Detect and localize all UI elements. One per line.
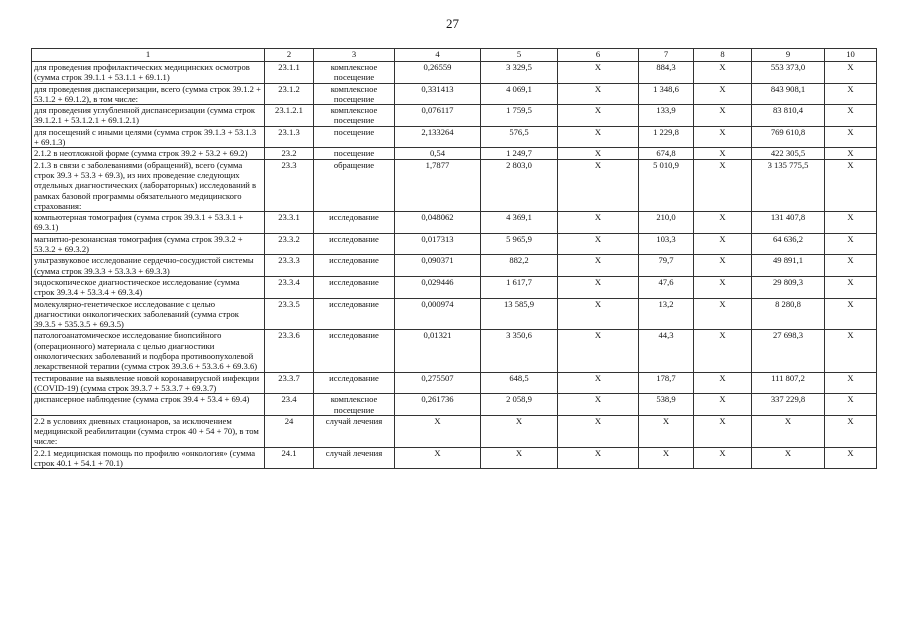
table-cell: Х bbox=[694, 233, 752, 255]
table-cell: 131 407,8 bbox=[752, 212, 825, 234]
table-cell: комплексное посещение bbox=[314, 394, 395, 416]
table-cell: 23.1.2 bbox=[265, 83, 314, 105]
row-description: для проведения профилактических медицинских осмотров (сумма строк 39.1.1 + 53.1.1 + 69.1.1) bbox=[32, 62, 265, 84]
table-cell: случай лечения bbox=[314, 415, 395, 447]
table-row bbox=[32, 255, 877, 277]
table-cell: 1 229,8 bbox=[639, 126, 694, 148]
column-header: 1 bbox=[32, 49, 265, 62]
table-cell: 0,54 bbox=[395, 148, 481, 159]
table-cell: Х bbox=[825, 330, 877, 372]
table-row bbox=[32, 212, 877, 234]
table-cell: 1 617,7 bbox=[481, 276, 558, 298]
table-cell: 4 069,1 bbox=[481, 83, 558, 105]
table-cell: исследование bbox=[314, 233, 395, 255]
table-cell: Х bbox=[694, 159, 752, 211]
table-row bbox=[32, 105, 877, 127]
table-cell: Х bbox=[694, 212, 752, 234]
table-cell: 64 636,2 bbox=[752, 233, 825, 255]
table-cell: 23.2 bbox=[265, 148, 314, 159]
table-cell: Х bbox=[558, 372, 639, 394]
table-row bbox=[32, 394, 877, 416]
table-cell: исследование bbox=[314, 372, 395, 394]
table-cell: 674,8 bbox=[639, 148, 694, 159]
table-cell: 23.4 bbox=[265, 394, 314, 416]
table-cell: 5 010,9 bbox=[639, 159, 694, 211]
table-cell: Х bbox=[558, 126, 639, 148]
table-cell: Х bbox=[558, 233, 639, 255]
table-row bbox=[32, 330, 877, 372]
table-cell: 1 759,5 bbox=[481, 105, 558, 127]
table-cell: Х bbox=[825, 372, 877, 394]
table-cell: Х bbox=[694, 62, 752, 84]
table-cell: 4 369,1 bbox=[481, 212, 558, 234]
column-header: 7 bbox=[639, 49, 694, 62]
table-cell: Х bbox=[825, 83, 877, 105]
column-header: 6 bbox=[558, 49, 639, 62]
table-cell: 0,090371 bbox=[395, 255, 481, 277]
table-cell: исследование bbox=[314, 212, 395, 234]
table-cell: 23.1.1 bbox=[265, 62, 314, 84]
table-cell: Х bbox=[639, 415, 694, 447]
table-cell: 0,275507 bbox=[395, 372, 481, 394]
row-description: 2.2 в условиях дневных стационаров, за исключением медицинской реабилитации (сумма строк 40 + 54 + 70), в том числе: bbox=[32, 415, 265, 447]
table-row bbox=[32, 148, 877, 159]
table-cell: Х bbox=[825, 298, 877, 330]
row-description: 2.1.3 в связи с заболеваниями (обращений), всего (сумма строк 39.3 + 53.3 + 69.3), из них проведение следующих отдельных диагностических (лабораторных) исследований в рамках базовой программы обязательного медицинского страхования: bbox=[32, 159, 265, 211]
table-cell: Х bbox=[694, 255, 752, 277]
table-cell: 337 229,8 bbox=[752, 394, 825, 416]
table-row bbox=[32, 298, 877, 330]
row-description: ультразвуковое исследование сердечно-сосудистой системы (сумма строк 39.3.3 + 53.3.3 + 69.3.3) bbox=[32, 255, 265, 277]
table-cell: 23.3.4 bbox=[265, 276, 314, 298]
table-cell: 0,261736 bbox=[395, 394, 481, 416]
table-cell: случай лечения bbox=[314, 447, 395, 469]
table-cell: Х bbox=[395, 447, 481, 469]
table-cell: 111 807,2 bbox=[752, 372, 825, 394]
table-cell: 3 350,6 bbox=[481, 330, 558, 372]
row-description: магнитно-резонансная томография (сумма строк 39.3.2 + 53.3.2 + 69.3.2) bbox=[32, 233, 265, 255]
table-cell: 210,0 bbox=[639, 212, 694, 234]
column-header: 9 bbox=[752, 49, 825, 62]
table-cell: 3 135 775,5 bbox=[752, 159, 825, 211]
table-cell: 23.1.2.1 bbox=[265, 105, 314, 127]
table-cell: 2,133264 bbox=[395, 126, 481, 148]
table-cell: Х bbox=[694, 148, 752, 159]
table-cell: Х bbox=[825, 394, 877, 416]
table-cell: 178,7 bbox=[639, 372, 694, 394]
table-cell: Х bbox=[395, 415, 481, 447]
table-cell: Х bbox=[558, 105, 639, 127]
table-cell: 0,331413 bbox=[395, 83, 481, 105]
table-cell: исследование bbox=[314, 330, 395, 372]
column-header: 5 bbox=[481, 49, 558, 62]
table-cell: 648,5 bbox=[481, 372, 558, 394]
column-header: 3 bbox=[314, 49, 395, 62]
table-cell: 103,3 bbox=[639, 233, 694, 255]
table-cell: 2 803,0 bbox=[481, 159, 558, 211]
table-cell: Х bbox=[825, 415, 877, 447]
table-cell: Х bbox=[825, 255, 877, 277]
table-cell: 1 348,6 bbox=[639, 83, 694, 105]
table-cell: комплексное посещение bbox=[314, 62, 395, 84]
row-description: диспансерное наблюдение (сумма строк 39.4 + 53.4 + 69.4) bbox=[32, 394, 265, 416]
table-cell: Х bbox=[694, 330, 752, 372]
table-cell: 23.1.3 bbox=[265, 126, 314, 148]
table-cell: 13,2 bbox=[639, 298, 694, 330]
table-cell: Х bbox=[694, 394, 752, 416]
table-cell: Х bbox=[558, 394, 639, 416]
table-cell: Х bbox=[694, 276, 752, 298]
row-description: компьютерная томография (сумма строк 39.3.1 + 53.3.1 + 69.3.1) bbox=[32, 212, 265, 234]
row-description: эндоскопическое диагностическое исследование (сумма строк 39.3.4 + 53.3.4 + 69.3.4) bbox=[32, 276, 265, 298]
table-cell: 0,029446 bbox=[395, 276, 481, 298]
table-cell: 83 810,4 bbox=[752, 105, 825, 127]
table-cell: 29 809,3 bbox=[752, 276, 825, 298]
table-cell: Х bbox=[825, 126, 877, 148]
table-cell: 0,26559 bbox=[395, 62, 481, 84]
table-row bbox=[32, 276, 877, 298]
table-body bbox=[32, 62, 877, 469]
page-number: 27 bbox=[446, 16, 459, 31]
table-cell: 24.1 bbox=[265, 447, 314, 469]
table-cell: Х bbox=[825, 276, 877, 298]
table-cell: 24 bbox=[265, 415, 314, 447]
table-cell: Х bbox=[694, 372, 752, 394]
financing-table bbox=[31, 48, 877, 469]
table-cell: Х bbox=[558, 159, 639, 211]
table-cell: 0,048062 bbox=[395, 212, 481, 234]
column-header: 4 bbox=[395, 49, 481, 62]
row-description: 2.2.1 медицинская помощь по профилю «онкология» (сумма строк 40.1 + 54.1 + 70.1) bbox=[32, 447, 265, 469]
table-cell: Х bbox=[558, 212, 639, 234]
table-cell: Х bbox=[825, 447, 877, 469]
table-cell: 0,017313 bbox=[395, 233, 481, 255]
table-cell: Х bbox=[694, 298, 752, 330]
table-cell: Х bbox=[558, 415, 639, 447]
table-cell: 538,9 bbox=[639, 394, 694, 416]
table-cell: 49 891,1 bbox=[752, 255, 825, 277]
table-cell: Х bbox=[825, 105, 877, 127]
table-row bbox=[32, 372, 877, 394]
table-cell: 8 280,8 bbox=[752, 298, 825, 330]
table-cell: 133,9 bbox=[639, 105, 694, 127]
table-cell: Х bbox=[825, 159, 877, 211]
table-cell: комплексное посещение bbox=[314, 105, 395, 127]
table-cell: Х bbox=[694, 83, 752, 105]
row-description: патологоанатомическое исследование биопсийного (операционного) материала с целью диагностики онкологических заболеваний и подбора противоопухолевой лекарственной терапии (сумма строк 39.3.6 + 53.3.6 + 69.3.6) bbox=[32, 330, 265, 372]
table-cell: 44,3 bbox=[639, 330, 694, 372]
table-cell: 23.3 bbox=[265, 159, 314, 211]
table-cell: исследование bbox=[314, 255, 395, 277]
table-cell: 1,7877 bbox=[395, 159, 481, 211]
table-row bbox=[32, 62, 877, 84]
row-description: для проведения углубленной диспансеризации (сумма строк 39.1.2.1 + 53.1.2.1 + 69.1.2.1) bbox=[32, 105, 265, 127]
table-cell: 882,2 bbox=[481, 255, 558, 277]
row-description: для посещений с иными целями (сумма строк 39.1.3 + 53.1.3 + 69.1.3) bbox=[32, 126, 265, 148]
table-cell: 1 249,7 bbox=[481, 148, 558, 159]
table-row bbox=[32, 126, 877, 148]
table-cell: обращение bbox=[314, 159, 395, 211]
table-cell: 0,076117 bbox=[395, 105, 481, 127]
table-cell: Х bbox=[694, 126, 752, 148]
table-cell: 27 698,3 bbox=[752, 330, 825, 372]
header-row bbox=[32, 49, 877, 62]
table-cell: Х bbox=[558, 62, 639, 84]
table-cell: Х bbox=[752, 447, 825, 469]
column-header: 10 bbox=[825, 49, 877, 62]
row-description: 2.1.2 в неотложной форме (сумма строк 39.2 + 53.2 + 69.2) bbox=[32, 148, 265, 159]
row-description: тестирование на выявление новой коронавирусной инфекции (COVID-19) (сумма строк 39.3.7 + 53.3.7 + 69.3.7) bbox=[32, 372, 265, 394]
table-cell: 23.3.7 bbox=[265, 372, 314, 394]
table-cell: 884,3 bbox=[639, 62, 694, 84]
column-header: 2 bbox=[265, 49, 314, 62]
column-header: 8 bbox=[694, 49, 752, 62]
table-cell: 422 305,5 bbox=[752, 148, 825, 159]
row-description: молекулярно-генетическое исследование с целью диагностики онкологических заболеваний (сумма строк 39.3.5 + 535.3.5 + 69.3.5) bbox=[32, 298, 265, 330]
table-cell: 769 610,8 bbox=[752, 126, 825, 148]
table-cell: Х bbox=[558, 83, 639, 105]
table-cell: 23.3.1 bbox=[265, 212, 314, 234]
table-row bbox=[32, 447, 877, 469]
table-cell: 23.3.6 bbox=[265, 330, 314, 372]
table-cell: 2 058,9 bbox=[481, 394, 558, 416]
table-cell: Х bbox=[825, 62, 877, 84]
table-cell: 23.3.2 bbox=[265, 233, 314, 255]
table-cell: Х bbox=[481, 415, 558, 447]
table-cell: Х bbox=[694, 447, 752, 469]
table-cell: 79,7 bbox=[639, 255, 694, 277]
table-cell: исследование bbox=[314, 276, 395, 298]
table-cell: посещение bbox=[314, 148, 395, 159]
table-cell: Х bbox=[558, 330, 639, 372]
row-description: для проведения диспансеризации, всего (сумма строк 39.1.2 + 53.1.2 + 69.1.2), в том числе: bbox=[32, 83, 265, 105]
table-cell: Х bbox=[825, 233, 877, 255]
table-cell: посещение bbox=[314, 126, 395, 148]
table-cell: 0,01321 bbox=[395, 330, 481, 372]
table-row bbox=[32, 233, 877, 255]
table-cell: 3 329,5 bbox=[481, 62, 558, 84]
table-cell: Х bbox=[694, 105, 752, 127]
table-cell: 5 965,9 bbox=[481, 233, 558, 255]
table-cell: Х bbox=[558, 255, 639, 277]
table-cell: Х bbox=[558, 298, 639, 330]
table-cell: 0,000974 bbox=[395, 298, 481, 330]
table-cell: 576,5 bbox=[481, 126, 558, 148]
table-cell: 13 585,9 bbox=[481, 298, 558, 330]
table-cell: 47,6 bbox=[639, 276, 694, 298]
table-cell: 553 373,0 bbox=[752, 62, 825, 84]
table-row bbox=[32, 83, 877, 105]
table-cell: Х bbox=[558, 447, 639, 469]
table-cell: Х bbox=[694, 415, 752, 447]
table-cell: Х bbox=[481, 447, 558, 469]
table-cell: Х bbox=[752, 415, 825, 447]
table-cell: Х bbox=[825, 148, 877, 159]
table-row bbox=[32, 415, 877, 447]
table-cell: 23.3.5 bbox=[265, 298, 314, 330]
table-cell: 23.3.3 bbox=[265, 255, 314, 277]
table-cell: 843 908,1 bbox=[752, 83, 825, 105]
table-cell: Х bbox=[639, 447, 694, 469]
table-cell: Х bbox=[558, 276, 639, 298]
table-row bbox=[32, 159, 877, 211]
table-cell: Х bbox=[825, 212, 877, 234]
table-cell: исследование bbox=[314, 298, 395, 330]
table-cell: Х bbox=[558, 148, 639, 159]
table-cell: комплексное посещение bbox=[314, 83, 395, 105]
